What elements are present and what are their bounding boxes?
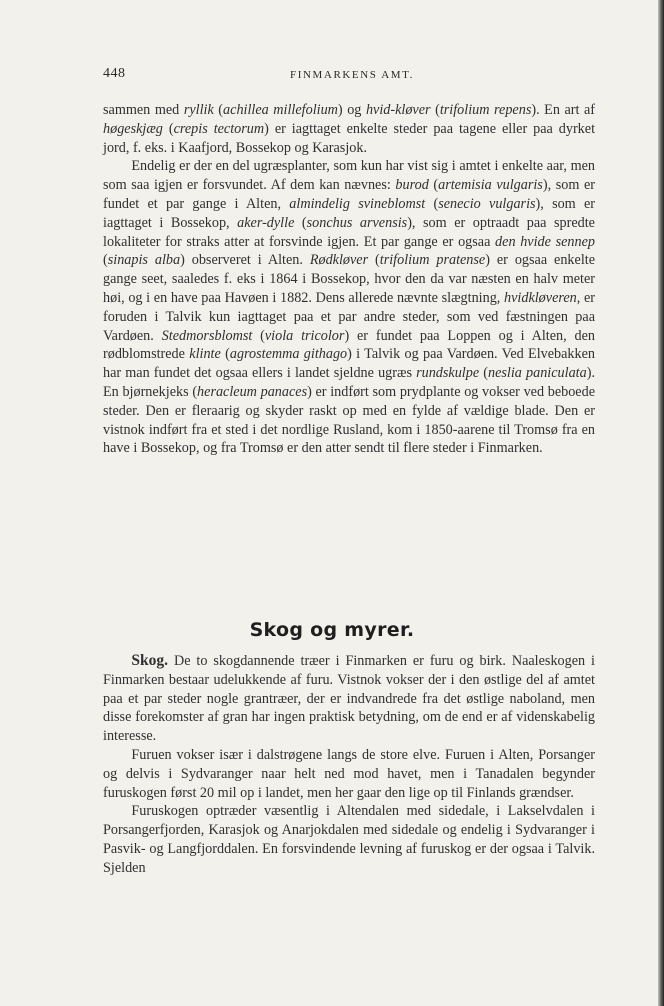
text-run: ( bbox=[368, 252, 380, 269]
italic-term: hvidkløveren bbox=[504, 289, 577, 306]
italic-term: hvid-kløver bbox=[365, 102, 431, 118]
text-run: ( bbox=[103, 252, 108, 269]
body-text-top bbox=[103, 101, 595, 458]
italic-term: trifolium pratense bbox=[379, 252, 486, 269]
italic-term: viola tricolor bbox=[264, 327, 345, 344]
page-number: 448 bbox=[103, 66, 126, 81]
text-run: ) er iagttaget enkelte steder paa tagene eller paa dyrket jord, f. eks. i Kaafjord, Bossekop og Karasjok. bbox=[103, 120, 596, 156]
text-run: ). En bjørnekjeks ( bbox=[103, 365, 595, 400]
italic-term: rundskulpe bbox=[416, 365, 480, 382]
italic-term: trifolium repens bbox=[439, 102, 532, 118]
page-header bbox=[103, 66, 593, 86]
paragraph-furuen bbox=[103, 746, 595, 802]
italic-term: Stedmorsblomst bbox=[161, 327, 253, 344]
text-run: ) er ogsaa enkelte gange seet, saaledes f. eks i 1864 i Bossekop, hvor den da var næsten en halv meter høi, og i en have paa Havøen i 1882. Dens allerede nævnte slægtning, bbox=[103, 252, 596, 306]
text-run: ( bbox=[162, 120, 174, 137]
italic-term: neslia paniculata bbox=[488, 365, 587, 382]
body-text-bottom bbox=[103, 652, 595, 878]
lead-word: Skog. bbox=[131, 652, 169, 669]
text-run: ) er fundet paa Loppen og i Alten, den rødblomstrede bbox=[103, 327, 595, 363]
text-run: ( bbox=[428, 177, 439, 194]
text-run: ) i Talvik og paa Vardøen. Ved Elvebakken har man fundet det ogsaa ellers i landet sjeldne ugræs bbox=[103, 346, 596, 382]
text-run: ( bbox=[294, 214, 307, 231]
italic-term: crepis tectorum bbox=[173, 120, 265, 137]
text-run: ), som er optraadt paa spredte lokaliteter for straks atter at forsvinde igjen. Et par gange er ogsaa bbox=[103, 214, 595, 250]
text-run: ( bbox=[479, 365, 489, 382]
italic-term: klinte bbox=[189, 346, 221, 363]
text-run: ( bbox=[252, 327, 265, 344]
italic-term: ryllik bbox=[183, 102, 214, 118]
italic-term: senecio vulgaris bbox=[438, 195, 536, 212]
text-run: ( bbox=[213, 102, 224, 118]
text-run: ), som er fundet et par gange i Alten, bbox=[103, 177, 595, 212]
paragraph-weeds bbox=[103, 157, 595, 458]
italic-term: Rødkløver bbox=[309, 252, 369, 269]
paragraph-furuskogen bbox=[103, 802, 595, 877]
italic-term: den hvide sennep bbox=[495, 233, 595, 250]
text-run: , er foruden i Talvik kun iagttaget paa et par andre steder, som ved fæstningen paa Vardøen. bbox=[103, 289, 595, 344]
text-run: ), som er iagttaget i Bossekop, bbox=[103, 195, 595, 231]
text-run: ( bbox=[425, 195, 439, 212]
text-run: sammen med bbox=[103, 102, 184, 118]
text-run: Endelig er der en del ugræsplanter, som kun har vist sig i amtet i enkelte aar, men som saa igjen er forsvundet. Af dem kan nævnes: bbox=[103, 158, 595, 194]
italic-term: høgeskjæg bbox=[103, 120, 163, 137]
running-head: FINMARKENS AMT. bbox=[290, 69, 415, 81]
text-run: ). En art af bbox=[531, 102, 595, 118]
paragraph-skog bbox=[103, 652, 595, 746]
italic-term: heracleum panaces bbox=[197, 383, 308, 400]
paragraph-continuation bbox=[103, 101, 595, 157]
text-run: Furuen vokser især i dalstrøgene langs de store elve. Furuen i Alten, Porsanger og delvis i Sydvaranger naar helt ned mod havet, men i Tanadalen begynder furuskogen først 20 mil op i landet, men her gaar den lige op til Finlands grændser. bbox=[103, 746, 595, 801]
italic-term: almindelig svineblomst bbox=[289, 195, 426, 212]
text-run: ) observeret i Alten. bbox=[180, 252, 310, 269]
text-run: ) er indført som prydplante og vokser ved beboede steder. Den er fleraarig og skyder raskt op med en fylde af vældige blade. Den er vistnok indført fra et sted i det nordlige Rusland, kom i 1850-aarene til Tromsø fra en have i Bossekop, og fra Tromsø er den atter sendt til flere steder i Finmarken. bbox=[103, 383, 595, 457]
text-run: De to skogdannende træer i Finmarken er furu og birk. Naaleskogen i Finmarken bestaar udelukkende af furu. Vistnok vokser der i den østlige del af amtet paa et par steder nogle grantræer, der er indvandrede fra det østlige naboland, men disse forekomster af gran har ingen praktisk betydning, om de end er af videnskabelig interesse. bbox=[103, 653, 595, 745]
text-run: ( bbox=[220, 346, 230, 363]
text-run: ) og bbox=[337, 102, 366, 118]
section-title: Skog og myrer. bbox=[249, 619, 415, 641]
italic-term: aker-dylle bbox=[237, 214, 295, 231]
italic-term: achillea millefolium bbox=[223, 102, 338, 118]
text-run: Furuskogen optræder væsentlig i Altendalen med sidedale, i Lakselvdalen i Porsangerfjorden, Karasjok og Anarjokdalen med sidedale og endelig i Sydvaranger i Pasvik- og Langfjorddalen. En forsvindende levning af furuskog er der ogsaa i Talvik. Sjelden bbox=[103, 803, 595, 876]
italic-term: artemisia vulgaris bbox=[438, 177, 543, 194]
page-edge-shadow bbox=[658, 0, 664, 1006]
text-run: ( bbox=[430, 102, 440, 118]
italic-term: burod bbox=[395, 177, 429, 194]
italic-term: sinapis alba bbox=[107, 252, 181, 269]
italic-term: sonchus arvensis bbox=[306, 214, 408, 231]
italic-term: agrostemma githago bbox=[229, 346, 348, 363]
